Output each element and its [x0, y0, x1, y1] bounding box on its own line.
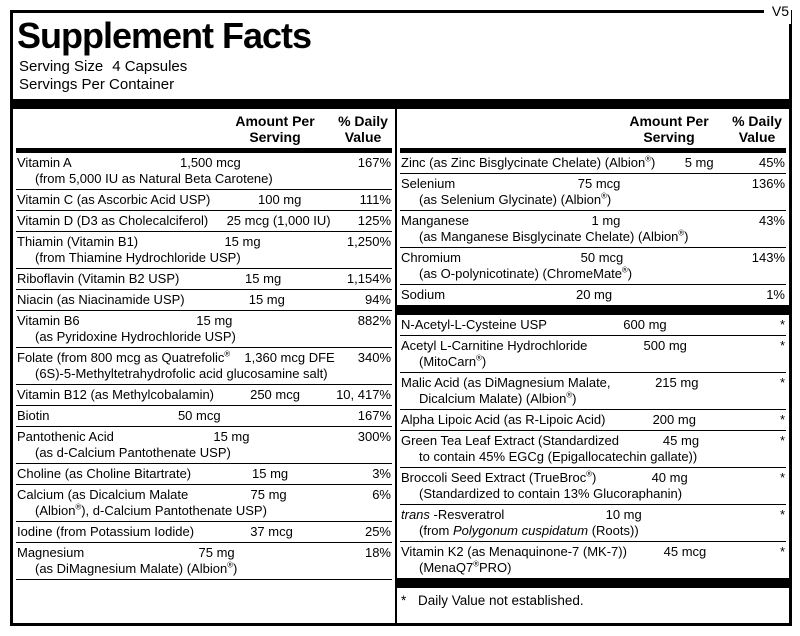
- serving-size-line: [19, 58, 789, 76]
- left-column: [13, 109, 397, 623]
- ingredient-subtext: (as Selenium Glycinate) (Albion®): [419, 191, 612, 207]
- ingredient-name: Selenium: [401, 176, 456, 191]
- column-header-daily-value: % Daily Value: [732, 113, 782, 145]
- ingredient-row: [400, 430, 786, 467]
- ingredient-subtext: (as O-polynicotinate) (ChromeMate®): [419, 265, 633, 281]
- ingredient-daily-value: 18%: [364, 545, 391, 560]
- ingredient-amount: 45 mg: [662, 433, 700, 448]
- ingredient-row: [16, 210, 392, 231]
- section-divider-bar: [397, 305, 789, 315]
- page-title: Supplement Facts: [17, 15, 312, 56]
- ingredient-amount: 37 mcg: [250, 524, 293, 539]
- right-column-header: [400, 109, 786, 148]
- ingredient-daily-value: 10, 417%: [336, 387, 391, 402]
- ingredient-name: Vitamin D (D3 as Cholecalciferol): [17, 213, 209, 228]
- ingredient-subtext: Dicalcium Malate) (Albion®): [419, 390, 577, 406]
- footnote: [400, 588, 786, 612]
- ingredient-name: Folate (from 800 mcg as Quatrefolic®: [17, 349, 231, 365]
- ingredient-name: Zinc (as Zinc Bisglycinate Chelate) (Albion®): [401, 154, 656, 170]
- ingredient-amount: 50 mcg: [177, 408, 221, 423]
- right-other-ingredient-rows: [400, 315, 786, 578]
- ingredient-daily-value: 25%: [364, 524, 391, 539]
- ingredient-daily-value: *: [779, 375, 785, 390]
- ingredient-amount: 50 mcg: [580, 250, 624, 265]
- ingredient-amount: 1,500 mcg: [179, 155, 241, 170]
- ingredient-row: [400, 153, 786, 173]
- column-header-amount: Amount Per Serving: [235, 113, 315, 145]
- version-tag: V5: [764, 3, 791, 24]
- ingredient-name: Choline (as Choline Bitartrate): [17, 466, 192, 481]
- servings-per-container-line: Servings Per Container: [19, 76, 175, 93]
- ingredient-amount: 200 mg: [652, 412, 696, 427]
- ingredient-name: Vitamin B6: [17, 313, 80, 328]
- ingredient-daily-value: 45%: [758, 155, 785, 170]
- ingredient-daily-value: 111%: [359, 192, 391, 207]
- ingredient-daily-value: 167%: [357, 155, 391, 170]
- ingredient-daily-value: *: [779, 544, 785, 559]
- ingredient-name: Vitamin C (as Ascorbic Acid USP): [17, 192, 211, 207]
- ingredient-name: Green Tea Leaf Extract (Standardized: [401, 433, 619, 448]
- ingredient-amount: 5 mg: [684, 155, 714, 170]
- ingredient-amount: 25 mcg (1,000 IU): [226, 213, 331, 228]
- ingredient-amount: 15 mg: [248, 292, 285, 307]
- ingredient-amount: 75 mg: [250, 487, 287, 502]
- ingredient-row: [400, 467, 786, 504]
- ingredient-row: [16, 484, 392, 521]
- ingredient-subtext: (from 5,000 IU as Natural Beta Carotene): [35, 171, 273, 186]
- left-ingredient-rows: [16, 153, 392, 580]
- ingredient-daily-value: *: [779, 317, 785, 332]
- ingredient-name: Riboflavin (Vitamin B2 USP): [17, 271, 180, 286]
- ingredient-amount: 15 mg: [245, 271, 282, 286]
- ingredient-daily-value: 3%: [372, 466, 391, 481]
- ingredient-daily-value: 1,154%: [346, 271, 391, 286]
- ingredient-subtext: to contain 45% EGCg (Epigallocatechin gallate)): [419, 449, 698, 464]
- ingredient-daily-value: 94%: [364, 292, 391, 307]
- ingredient-name: Vitamin A: [17, 155, 72, 170]
- ingredient-daily-value: *: [779, 412, 785, 427]
- ingredient-subtext: (from Thiamine Hydrochloride USP): [35, 250, 241, 265]
- ingredient-daily-value: *: [779, 338, 785, 353]
- ingredient-name: Vitamin K2 (as Menaquinone-7 (MK-7)): [401, 544, 627, 559]
- ingredient-daily-value: 882%: [357, 313, 391, 328]
- serving-size-label: Serving Size: [19, 58, 104, 75]
- ingredient-subtext: (6S)-5-Methyltetrahydrofolic acid glucosamine salt): [35, 366, 328, 381]
- ingredient-amount: 1,360 mcg DFE: [244, 350, 335, 365]
- ingredient-row: [400, 372, 786, 409]
- ingredient-amount: 1 mg: [591, 213, 621, 228]
- ingredient-name: Sodium: [401, 287, 446, 302]
- footnote-marker: *: [401, 593, 407, 608]
- ingredient-name: Iodine (from Potassium Iodide): [17, 524, 195, 539]
- ingredient-amount: 15 mg: [252, 466, 289, 481]
- ingredient-name: N-Acetyl-L-Cysteine USP: [401, 317, 547, 332]
- ingredient-daily-value: 300%: [357, 429, 391, 444]
- ingredient-daily-value: 143%: [751, 250, 785, 265]
- ingredient-row: [16, 426, 392, 463]
- ingredient-name: Thiamin (Vitamin B1): [17, 234, 139, 249]
- ingredient-subtext: (MitoCarn®): [419, 353, 487, 369]
- ingredient-amount: 40 mg: [651, 470, 688, 485]
- right-mineral-rows: [400, 153, 786, 305]
- ingredient-subtext: (as d-Calcium Pantothenate USP): [35, 445, 231, 460]
- ingredient-row: [16, 189, 392, 210]
- ingredient-row: [16, 153, 392, 189]
- ingredient-subtext: (MenaQ7®PRO): [419, 559, 512, 575]
- ingredient-daily-value: 6%: [372, 487, 391, 502]
- top-divider-bar: [13, 99, 789, 109]
- ingredient-row: [400, 247, 786, 284]
- ingredient-subtext: (from Polygonum cuspidatum (Roots)): [419, 523, 639, 538]
- ingredient-daily-value: 125%: [357, 213, 391, 228]
- ingredient-name: Malic Acid (as DiMagnesium Malate,: [401, 375, 611, 390]
- section-divider-bar: [397, 578, 789, 588]
- ingredient-amount: 600 mg: [623, 317, 667, 332]
- ingredient-amount: 45 mcg: [663, 544, 707, 559]
- ingredient-name: Vitamin B12 (as Methylcobalamin): [17, 387, 215, 402]
- ingredient-row: [16, 231, 392, 268]
- ingredient-row: [400, 504, 786, 541]
- ingredient-name: Broccoli Seed Extract (TrueBroc®): [401, 469, 597, 485]
- ingredient-row: [16, 310, 392, 347]
- ingredient-name: Alpha Lipoic Acid (as R-Lipoic Acid): [401, 412, 606, 427]
- ingredient-row: [16, 542, 392, 579]
- ingredient-amount: 15 mg: [196, 313, 233, 328]
- ingredient-amount: 10 mg: [605, 507, 642, 522]
- ingredient-daily-value: 1,250%: [346, 234, 391, 249]
- label-panel: [10, 10, 792, 626]
- ingredient-row: [16, 384, 392, 405]
- footnote-text: Daily Value not established.: [418, 593, 584, 608]
- ingredient-daily-value: 340%: [357, 350, 391, 365]
- ingredient-row: [400, 210, 786, 247]
- ingredient-amount: 215 mg: [655, 375, 699, 390]
- ingredient-daily-value: 1%: [766, 287, 785, 302]
- ingredient-amount: 100 mg: [258, 192, 302, 207]
- ingredient-amount: 20 mg: [575, 287, 613, 302]
- ingredient-name: Magnesium: [17, 545, 85, 560]
- ingredient-amount: 15 mg: [213, 429, 250, 444]
- ingredient-name: Pantothenic Acid: [17, 429, 114, 444]
- ingredient-name: trans -Resveratrol: [401, 507, 505, 522]
- ingredient-row: [400, 315, 786, 335]
- ingredient-subtext: (as Pyridoxine Hydrochloride USP): [35, 329, 236, 344]
- ingredient-subtext: (Albion®), d-Calcium Pantothenate USP): [35, 502, 267, 518]
- ingredient-amount: 250 mcg: [250, 387, 300, 402]
- ingredient-amount: 75 mcg: [577, 176, 621, 191]
- serving-size-value: 4 Capsules: [112, 58, 188, 75]
- ingredient-name: Biotin: [17, 408, 50, 423]
- ingredient-row: [16, 463, 392, 484]
- ingredient-daily-value: 43%: [758, 213, 785, 228]
- ingredient-amount: 500 mg: [643, 338, 687, 353]
- ingredient-amount: 75 mg: [198, 545, 235, 560]
- ingredient-daily-value: *: [779, 470, 785, 485]
- columns-wrap: [13, 109, 789, 623]
- ingredient-name: Manganese: [401, 213, 469, 228]
- ingredient-daily-value: *: [779, 433, 785, 448]
- ingredient-row: [16, 289, 392, 310]
- ingredient-daily-value: *: [779, 507, 785, 522]
- ingredient-row: [16, 347, 392, 384]
- ingredient-row: [400, 335, 786, 372]
- right-column: [397, 109, 789, 623]
- ingredient-row: [16, 405, 392, 426]
- ingredient-subtext: (Standardized to contain 13% Glucoraphanin): [419, 486, 683, 501]
- ingredient-name: Niacin (as Niacinamide USP): [17, 292, 185, 307]
- ingredient-row: [16, 268, 392, 289]
- ingredient-daily-value: 136%: [751, 176, 785, 191]
- column-header-daily-value: % Daily Value: [338, 113, 388, 145]
- ingredient-subtext: (as Manganese Bisglycinate Chelate) (Albion®): [419, 228, 689, 244]
- ingredient-amount: 15 mg: [224, 234, 261, 249]
- ingredient-row: [400, 173, 786, 210]
- ingredient-name: Chromium: [401, 250, 461, 265]
- ingredient-row: [400, 409, 786, 430]
- ingredient-daily-value: 167%: [357, 408, 391, 423]
- ingredient-row: [16, 521, 392, 542]
- ingredient-name: Acetyl L-Carnitine Hydrochloride: [401, 338, 588, 353]
- ingredient-row: [400, 541, 786, 578]
- column-header-amount: Amount Per Serving: [629, 113, 709, 145]
- ingredient-name: Calcium (as Dicalcium Malate: [17, 487, 189, 502]
- ingredient-subtext: (as DiMagnesium Malate) (Albion®): [35, 560, 238, 576]
- left-column-header: [16, 109, 392, 148]
- ingredient-row: [400, 284, 786, 305]
